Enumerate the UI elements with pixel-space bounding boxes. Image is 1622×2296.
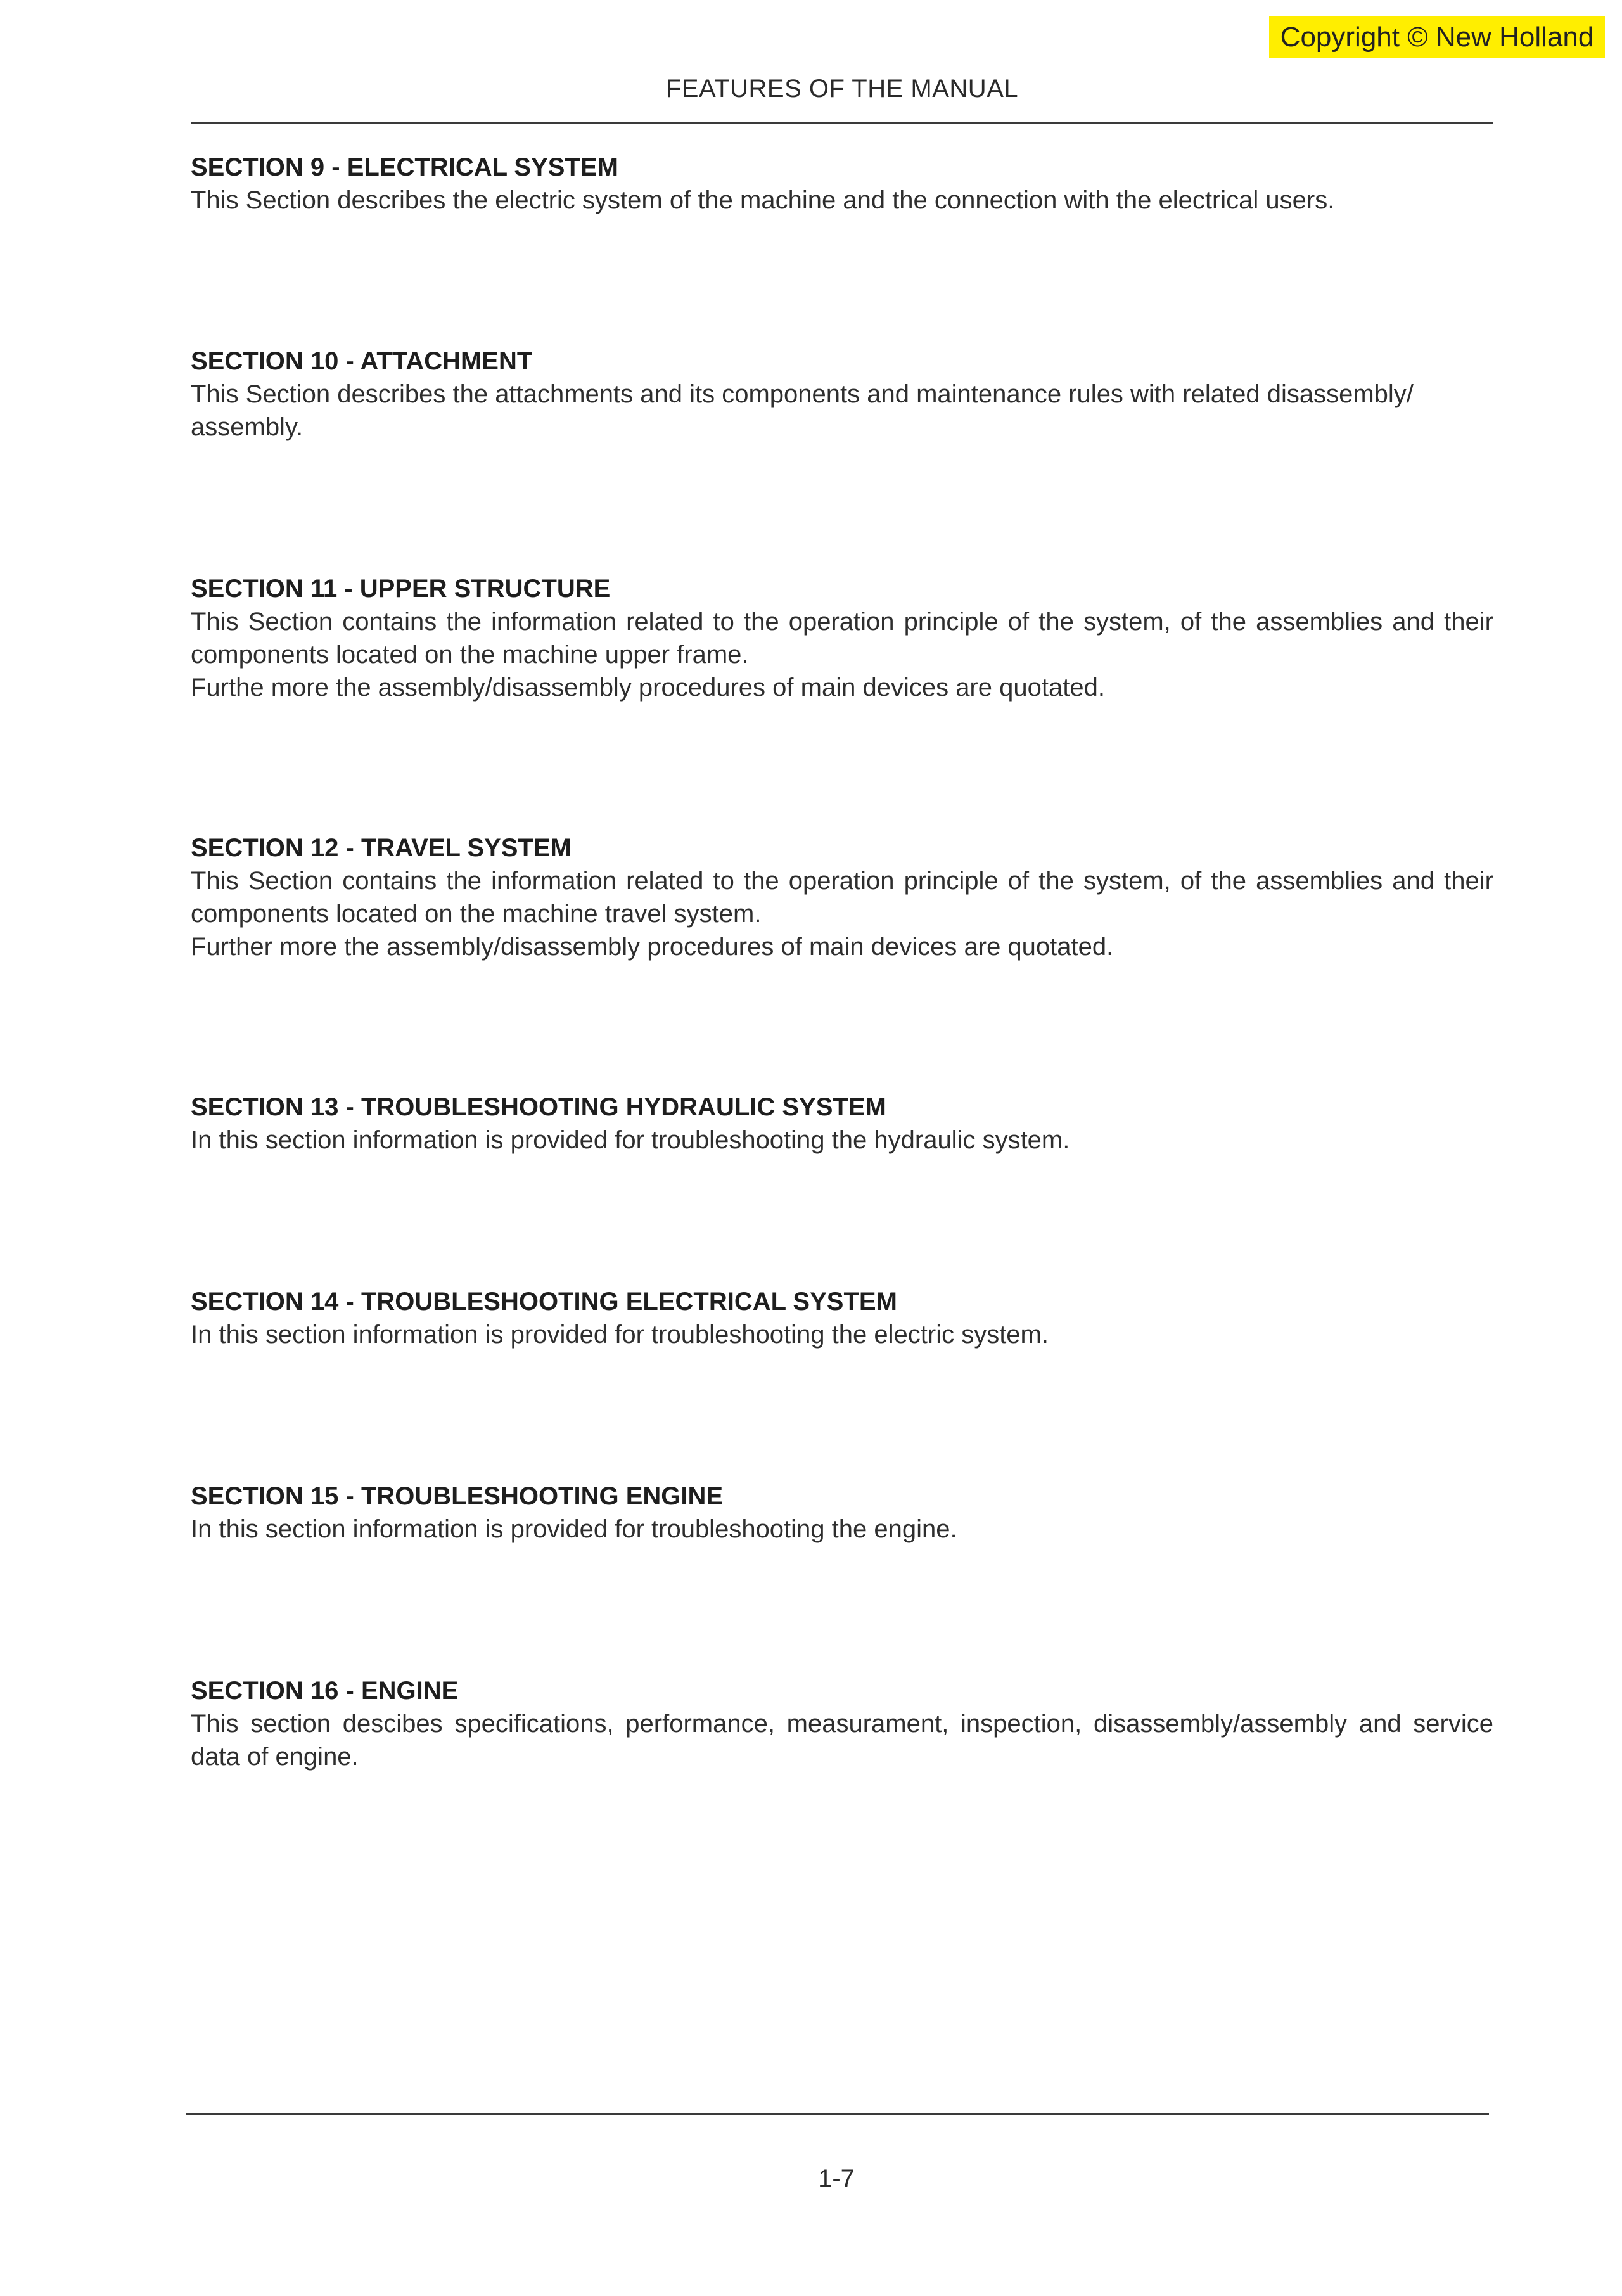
section-11 [191, 572, 1493, 704]
section-description: This Section describes the attachments and its components and maintenance rules with related disassembly/ assembly. [191, 380, 1414, 441]
section-description: This Section describes the electric system of the machine and the connection with the electrical users. [191, 186, 1335, 214]
copyright-badge: Copyright © New Holland [1269, 16, 1605, 58]
section-description: This Section contains the information related to the operation principle of the system, of the assemblies and their components located on the machine upper frame. [191, 608, 1493, 669]
section-heading: SECTION 11 - UPPER STRUCTURE [191, 575, 611, 603]
section-description: In this section information is provided for troubleshooting the hydraulic system. [191, 1126, 1070, 1154]
section-description: This Section contains the information related to the operation principle of the system, of the assemblies and their components located on the machine travel system. [191, 867, 1493, 928]
header-divider [191, 122, 1493, 124]
section-heading: SECTION 12 - TRAVEL SYSTEM [191, 834, 572, 862]
section-description: In this section information is provided for troubleshooting the electric system. [191, 1321, 1049, 1349]
section-description-continued: Furthe more the assembly/disassembly procedures of main devices are quotated. [191, 674, 1105, 702]
section-description: This section descibes specifications, performance, measurament, inspection, disassembly/assembly and service data of engine. [191, 1710, 1493, 1771]
section-10 [191, 345, 1493, 444]
section-heading: SECTION 9 - ELECTRICAL SYSTEM [191, 153, 618, 181]
section-heading: SECTION 16 - ENGINE [191, 1677, 459, 1705]
section-13 [191, 1091, 1493, 1157]
footer-divider [186, 2113, 1489, 2115]
section-15 [191, 1480, 1493, 1546]
section-heading: SECTION 10 - ATTACHMENT [191, 347, 533, 375]
section-9 [191, 151, 1493, 217]
section-16 [191, 1674, 1493, 1773]
section-description: In this section information is provided for troubleshooting the engine. [191, 1515, 957, 1543]
section-heading: SECTION 13 - TROUBLESHOOTING HYDRAULIC SYSTEM [191, 1093, 886, 1121]
section-12 [191, 831, 1493, 963]
section-heading: SECTION 15 - TROUBLESHOOTING ENGINE [191, 1482, 724, 1510]
section-14 [191, 1285, 1493, 1351]
section-heading: SECTION 14 - TROUBLESHOOTING ELECTRICAL SYSTEM [191, 1288, 897, 1316]
section-description-continued: Further more the assembly/disassembly procedures of main devices are quotated. [191, 933, 1114, 961]
page-number: 1-7 [818, 2165, 855, 2193]
page-header-title: FEATURES OF THE MANUAL [665, 75, 1019, 103]
